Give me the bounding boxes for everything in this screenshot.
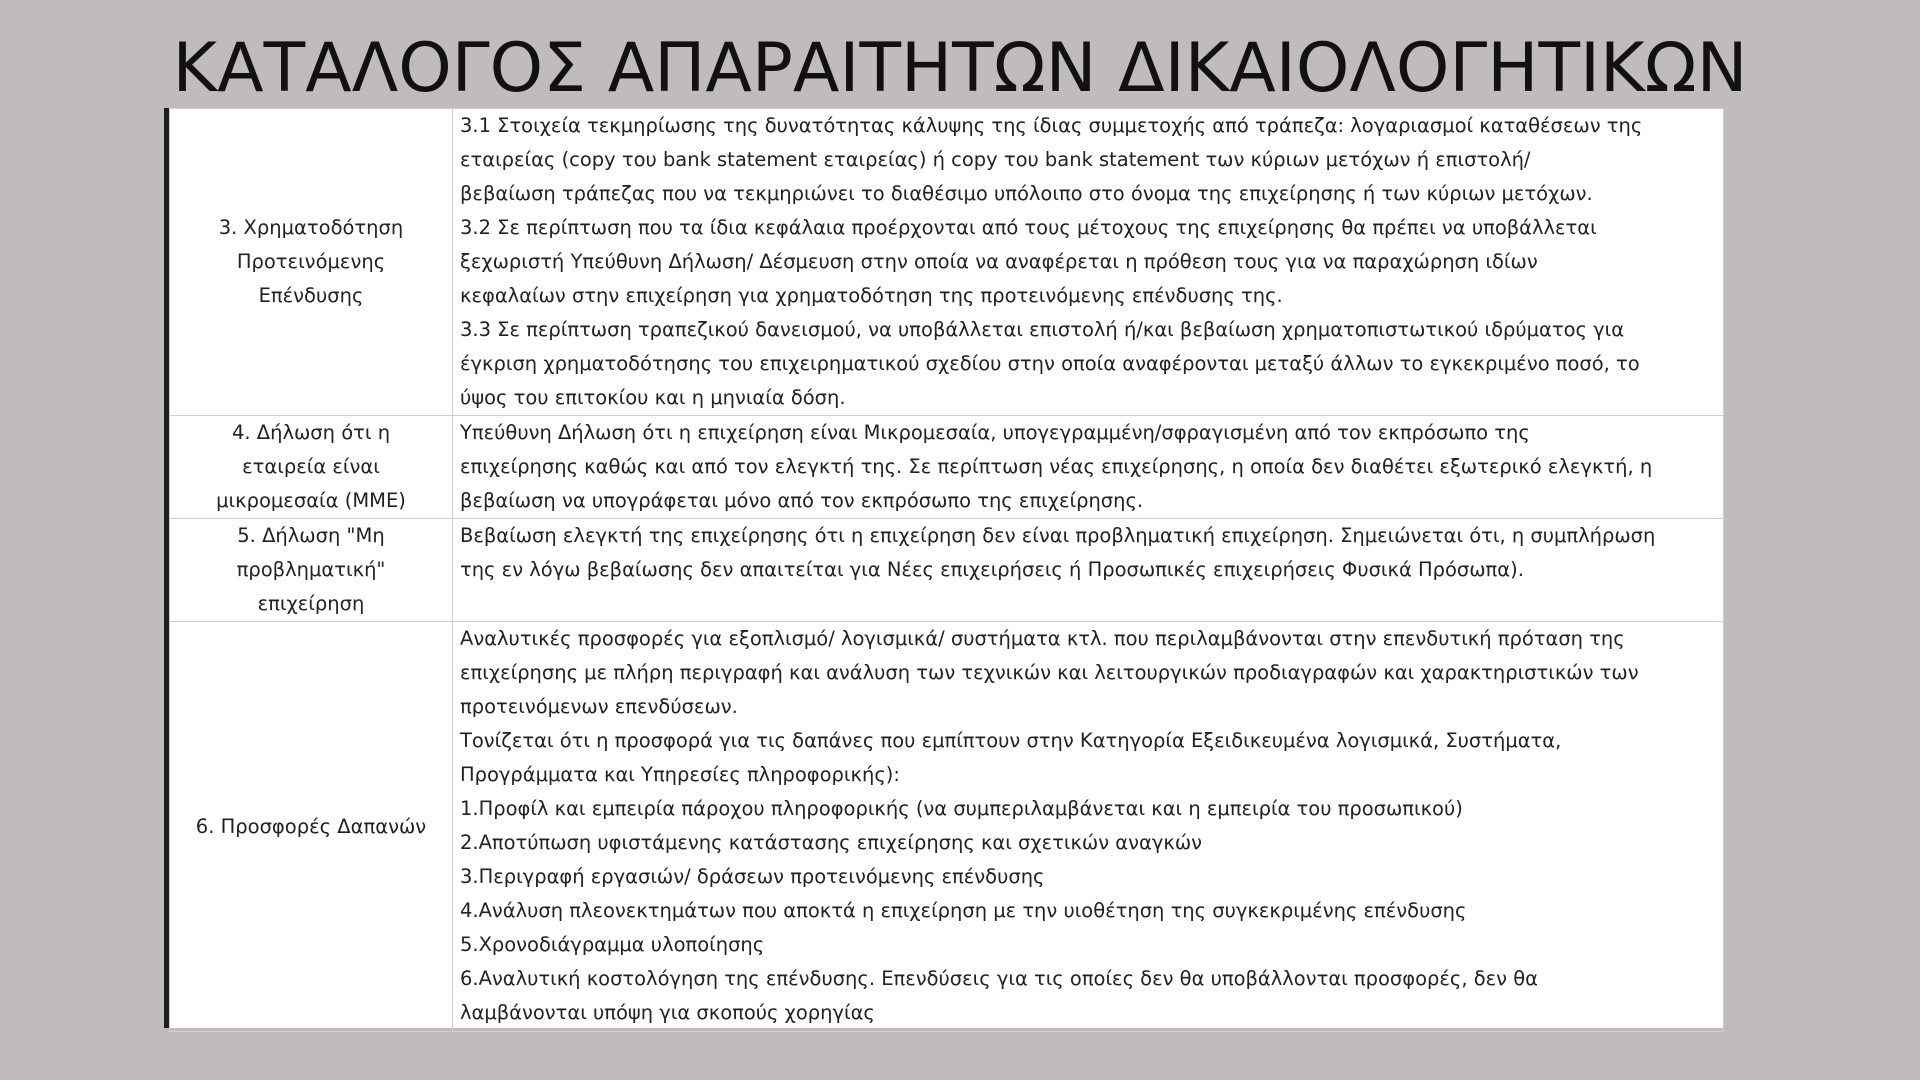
content-line: κεφαλαίων στην επιχείρηση για χρηματοδότηση της προτεινόμενης επένδυσης της. — [460, 284, 1283, 307]
content-line: 3.2 Σε περίπτωση που τα ίδια κεφάλαια προέρχονται από τους μέτοχους της επιχείρησης θα πρέπει να υποβάλλεται — [460, 216, 1597, 239]
row-label-line: Επένδυσης — [258, 284, 364, 307]
content-line: 3.3 Σε περίπτωση τραπεζικού δανεισμού, να υποβάλλεται επιστολή ή/και βεβαίωση χρηματοπιστωτικού ιδρύματος για — [460, 318, 1625, 341]
table-row-sme-declaration — [170, 416, 1724, 519]
content-line: της εν λόγω βεβαίωσης δεν απαιτείται για Νέες επιχειρήσεις ή Προσωπικές επιχειρήσεις Φυσικά Πρόσωπα). — [460, 558, 1524, 581]
table-row-non-problematic — [170, 519, 1724, 622]
row-label-line: 6. Προσφορές Δαπανών — [195, 814, 427, 838]
content-line: Βεβαίωση ελεγκτή της επιχείρησης ότι η επιχείρηση δεν είναι προβληματική επιχείρηση. Σημειώνεται ότι, η συμπλήρωση — [460, 524, 1656, 547]
requirements-table-container — [164, 108, 1724, 1028]
row-label-line: μικρομεσαία (ΜΜΕ) — [216, 489, 406, 512]
content-line: 3.Περιγραφή εργασιών/ δράσεων προτεινόμενης επένδυσης — [460, 865, 1045, 888]
content-line: επιχείρησης καθώς και από τον ελεγκτή της. Σε περίπτωση νέας επιχείρησης, η οποία δεν διαθέτει εξωτερικό ελεγκτή, η — [460, 455, 1653, 478]
row-label — [170, 519, 453, 622]
row-label-line: 4. Δήλωση ότι η — [231, 421, 391, 444]
content-line: εταιρείας (copy του bank statement εταιρείας) ή copy του bank statement των κύριων μετόχων ή επιστολή/ — [460, 148, 1531, 171]
table-row-expense-offers — [170, 622, 1724, 1032]
content-line: επιχείρησης με πλήρη περιγραφή και ανάλυση των τεχνικών και λειτουργικών προδιαγραφών και χαρακτηριστικών των — [460, 661, 1639, 684]
content-line: ξεχωριστή Υπεύθυνη Δήλωση/ Δέσμευση στην οποία να αναφέρεται η πρόθεση τους για να παραχώρηση ιδίων — [460, 250, 1538, 273]
row-content — [453, 622, 1724, 1032]
content-line: λαμβάνονται υπόψη για σκοπούς χορηγίας — [460, 1001, 875, 1024]
content-line: Τονίζεται ότι η προσφορά για τις δαπάνες που εμπίπτουν στην Κατηγορία Εξειδικευμένα λογισμικά, Συστήματα, — [460, 729, 1562, 752]
content-line: ύψος του επιτοκίου και η μηνιαία δόση. — [460, 386, 846, 409]
row-label-line: Προτεινόμενης — [236, 250, 386, 273]
row-label-line: εταιρεία είναι — [242, 455, 380, 478]
row-label-line: επιχείρηση — [257, 592, 365, 615]
row-label-line: προβληματική" — [236, 558, 386, 581]
content-line: Υπεύθυνη Δήλωση ότι η επιχείρηση είναι Μικρομεσαία, υπογεγραμμένη/σφραγισμένη από τον εκπρόσωπο της — [460, 421, 1530, 444]
requirements-table — [169, 108, 1724, 1032]
row-label-line: 3. Χρηματοδότηση — [218, 216, 404, 239]
content-line: 3.1 Στοιχεία τεκμηρίωσης της δυνατότητας κάλυψης της ίδιας συμμετοχής από τράπεζα: λογαριασμοί καταθέσεων της — [460, 114, 1643, 137]
row-content — [453, 519, 1724, 622]
content-line: Αναλυτικές προσφορές για εξοπλισμό/ λογισμικά/ συστήματα κτλ. που περιλαμβάνονται στην επενδυτική πρόταση της — [460, 627, 1625, 650]
row-content — [453, 109, 1724, 416]
content-line: βεβαίωση τράπεζας που να τεκμηριώνει το διαθέσιμο υπόλοιπο στο όνομα της επιχείρησης ή των κύριων μετόχων. — [460, 182, 1593, 205]
table-row-financing — [170, 109, 1724, 416]
row-label-line: 5. Δήλωση "Μη — [237, 524, 385, 547]
row-content — [453, 416, 1724, 519]
page-title: ΚΑΤΑΛΟΓΟΣ ΑΠΑΡΑΙΤΗΤΩΝ ΔΙΚΑΙΟΛΟΓΗΤΙΚΩΝ — [172, 29, 1748, 108]
content-line: 1.Προφίλ και εμπειρία πάροχου πληροφορικής (να συμπεριλαμβάνεται και η εμπειρία του προσωπικού) — [460, 797, 1463, 820]
content-line: βεβαίωση να υπογράφεται μόνο από τον εκπρόσωπο της επιχείρησης. — [460, 489, 1144, 512]
row-label — [170, 109, 453, 416]
row-label — [170, 416, 453, 519]
content-line: 4.Ανάλυση πλεονεκτημάτων που αποκτά η επιχείρηση με την υιοθέτηση της συγκεκριμένης επένδυσης — [460, 899, 1467, 922]
content-line: έγκριση χρηματοδότησης του επιχειρηματικού σχεδίου στην οποία αναφέρονται μεταξύ άλλων το εγκεκριμένο ποσό, το — [460, 352, 1640, 375]
content-line: 6.Αναλυτική κοστολόγηση της επένδυσης. Επενδύσεις για τις οποίες δεν θα υποβάλλονται προσφορές, δεν θα — [460, 967, 1538, 990]
content-line: προτεινόμενων επενδύσεων. — [460, 695, 738, 718]
content-line: 5.Χρονοδιάγραμμα υλοποίησης — [460, 933, 765, 956]
content-line: Προγράμματα και Υπηρεσίες πληροφορικής): — [460, 763, 900, 786]
row-label — [170, 622, 453, 1032]
content-line: 2.Αποτύπωση υφιστάμενης κατάστασης επιχείρησης και σχετικών αναγκών — [460, 831, 1203, 854]
